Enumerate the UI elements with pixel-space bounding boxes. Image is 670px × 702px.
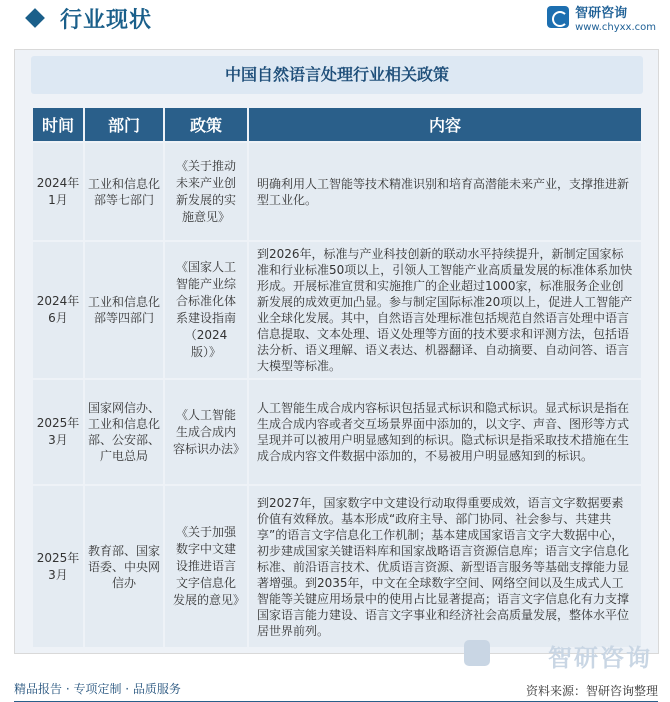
- cell-policy: 《国家人工智能产业综合标准化体系建设指南（2024版）》: [165, 242, 247, 378]
- cell-time: 2024年6月: [33, 242, 83, 378]
- cell-time: 2025年3月: [33, 486, 83, 647]
- policy-table-panel: [14, 49, 659, 654]
- table-row: [33, 143, 641, 240]
- table-row: [33, 242, 641, 378]
- section-title: 行业现状: [60, 8, 153, 33]
- column-header-time: 时间: [33, 108, 83, 141]
- column-header-department: 部门: [85, 108, 163, 141]
- page-footer: [0, 644, 670, 702]
- column-header-content: 内容: [249, 108, 641, 141]
- cell-policy: 《关于推动未来产业创新发展的实施意见》: [165, 143, 247, 240]
- watermark-logo-icon: [464, 640, 490, 666]
- table-title: 中国自然语言处理行业相关政策: [31, 56, 643, 94]
- brand-url[interactable]: www.chyxx.com: [575, 22, 656, 33]
- column-header-policy: 政策: [165, 108, 247, 141]
- table-header-row: [33, 108, 641, 141]
- table-row: [33, 380, 641, 484]
- footer-tagline: 精品报告 · 专项定制 · 品质服务: [14, 682, 181, 696]
- cell-content: 明确利用人工智能等技术精准识别和培育高潜能未来产业，支撑推进新型工业化。: [249, 143, 641, 240]
- table-row: [33, 486, 641, 647]
- brand-logo-icon: [547, 6, 569, 28]
- cell-time: 2025年3月: [33, 380, 83, 484]
- cell-department: 工业和信息化部等七部门: [85, 143, 163, 240]
- cell-department: 工业和信息化部等四部门: [85, 242, 163, 378]
- page-header: [0, 0, 670, 42]
- cell-content: 人工智能生成合成内容标识包括显式标识和隐式标识。显式标识是指在生成合成内容或者交互场景界面中添加的，以文字、声音、图形等方式呈现并可以被用户明显感知到的标识。隐式标识是指采取技术措施在生成合成内容文件数据中添加的，不易被用户明显感知到的标识。: [249, 380, 641, 484]
- brand-name: 智研咨询: [575, 6, 628, 21]
- cell-department: 国家网信办、工业和信息化部、公安部、广电总局: [85, 380, 163, 484]
- cell-content: 到2027年，国家数字中文建设行动取得重要成效，语言文字数据要素价值有效释放。基本形成“政府主导、部门协同、社会参与、共建共享”的语言文字信息化工作机制；基本建成国家语言文字大数据中心，初步建成国家关键语料库和国家战略语言资源信息库；语言文字信息化标准、前沿语言技术、优质语言资源、新型语言服务等基础支撑能力显著增强。到2035年，中文在全球数字空间、网络空间以及生成式人工智能等关键应用场景中的使用占比显著提高；语言文字信息化有力支撑国家语言能力建设、语言文字事业和经济社会高质量发展，整体水平位居世界前列。: [249, 486, 641, 647]
- diamond-icon: [25, 8, 45, 28]
- policy-table: [31, 106, 643, 649]
- cell-time: 2024年1月: [33, 143, 83, 240]
- cell-policy: 《关于加强数字中文建设推进语言文字信息化发展的意见》: [165, 486, 247, 647]
- brand-block[interactable]: [575, 2, 656, 33]
- watermark: 智研咨询: [548, 644, 652, 672]
- footer-source: 资料来源：智研咨询整理: [525, 684, 658, 698]
- cell-content: 到2026年，标准与产业科技创新的联动水平持续提升，新制定国家标准和行业标准50项以上，引领人工智能产业高质量发展的标准体系加快形成。开展标准宣贯和实施推广的企业超过1000家，标准服务企业创新发展的成效更加凸显。参与制定国际标准20项以上，促进人工智能产业全球化发展。其中，自然语言处理标准包括规范自然语言处理中语言信息提取、文本处理、语义处理等方面的技术要求和评测方法，包括语法分析、语义理解、语义表达、机器翻译、自动摘要、自动问答、语言大模型等标准。: [249, 242, 641, 378]
- cell-policy: 《人工智能生成合成内容标识办法》: [165, 380, 247, 484]
- cell-department: 教育部、国家语委、中央网信办: [85, 486, 163, 647]
